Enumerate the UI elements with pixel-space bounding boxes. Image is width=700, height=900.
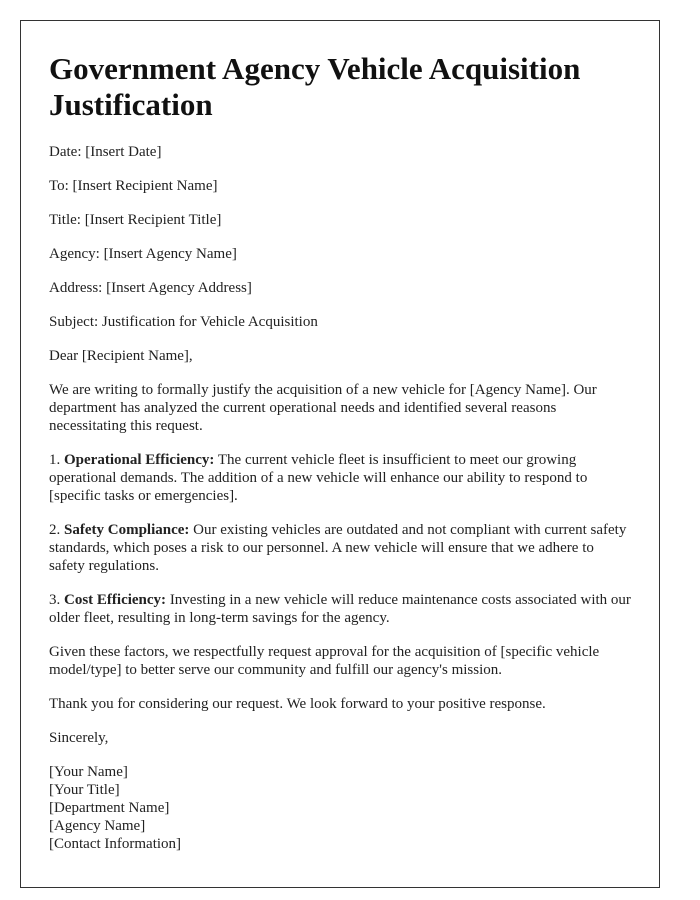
- reason-heading: Operational Efficiency:: [64, 452, 215, 468]
- closing: Sincerely,: [49, 730, 109, 746]
- date-line: Date: [Insert Date]: [49, 144, 162, 160]
- conclusion-paragraph: Given these factors, we respectfully request approval for the acquisition of [specific vehicle model/type] to better serve our community and fulfill our agency's mission.: [49, 644, 600, 678]
- reason-text: The current vehicle fleet is insufficient to meet our growing operational demands. The addition of a new vehicle will enhance our ability to respond to [specific tasks or emergencies].: [49, 452, 588, 504]
- reason-heading: Cost Efficiency:: [64, 592, 167, 608]
- thanks-paragraph: Thank you for considering our request. We look forward to your positive response.: [49, 696, 546, 712]
- signature-title: [Your Title]: [49, 782, 120, 798]
- reason-number: 1.: [49, 452, 64, 468]
- recipient-title-line: Title: [Insert Recipient Title]: [49, 212, 222, 228]
- address-line: Address: [Insert Agency Address]: [49, 280, 252, 296]
- intro-paragraph: We are writing to formally justify the acquisition of a new vehicle for [Agency Name]. Our department has analyzed the current operational needs and identified several reasons necessitating this request.: [49, 382, 597, 434]
- signature-contact: [Contact Information]: [49, 836, 182, 852]
- reason-safety-compliance: [49, 521, 631, 575]
- signature-name: [Your Name]: [49, 764, 128, 780]
- recipient-name-line: To: [Insert Recipient Name]: [49, 178, 218, 194]
- signature-agency: [Agency Name]: [49, 818, 146, 834]
- reason-text: Investing in a new vehicle will reduce maintenance costs associated with our older fleet, resulting in long-term savings for the agency.: [49, 592, 631, 626]
- letter-title: Government Agency Vehicle Acquisition Justification: [49, 51, 581, 122]
- signature-block: [49, 763, 631, 853]
- reason-cost-efficiency: [49, 591, 631, 627]
- signature-department: [Department Name]: [49, 800, 170, 816]
- subject-line: Subject: Justification for Vehicle Acquisition: [49, 314, 318, 330]
- reason-operational-efficiency: [49, 451, 631, 505]
- reason-text: Our existing vehicles are outdated and not compliant with current safety standards, which poses a risk to our personnel. A new vehicle will ensure that we adhere to safety regulations.: [49, 522, 627, 574]
- reason-heading: Safety Compliance:: [64, 522, 190, 538]
- agency-line: Agency: [Insert Agency Name]: [49, 246, 237, 262]
- reason-number: 2.: [49, 522, 64, 538]
- salutation: Dear [Recipient Name],: [49, 348, 193, 364]
- letter-page: [20, 20, 660, 888]
- reason-number: 3.: [49, 592, 64, 608]
